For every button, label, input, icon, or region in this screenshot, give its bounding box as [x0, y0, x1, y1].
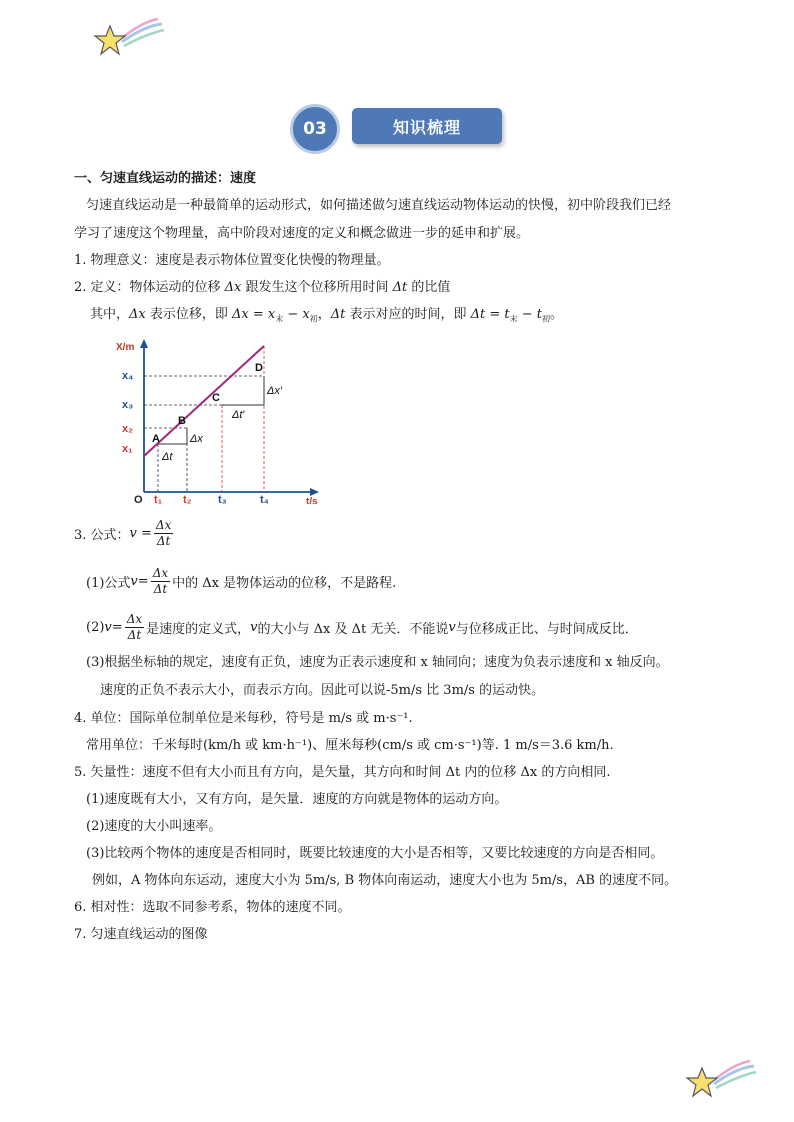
formula-note-1: (1)公式 v = $\frac{\Delta x}{\Delta t}$ 中的 Δx 是物体运动的位移，不是路程.: [86, 565, 397, 596]
item-relativity: 6. 相对性：选取不同参考系，物体的速度不同。: [74, 900, 351, 915]
item-definition: 2. 定义：物体运动的位移 Δx 跟发生这个位移所用时间 Δt 的比值: [74, 280, 451, 295]
badge-title: 知识梳理: [352, 108, 502, 144]
velocity-fraction: $\frac{\Delta x}{\Delta t}$: [155, 517, 172, 548]
formula-note-3-line2: 速度的正负不表示大小，而表示方向。因此可以说-5m/s 比 3m/s 的运动快。: [100, 683, 545, 698]
vector-note-1: (1)速度既有大小，又有方向，是矢量．速度的方向就是物体的运动方向。: [86, 792, 508, 807]
delta-x-prime-label: Δx′: [267, 385, 282, 397]
star-decoration-icon: [92, 16, 172, 60]
motion-line: [144, 346, 264, 456]
vector-note-3: (3)比较两个物体的速度是否相同时，既要比较速度的大小是否相等，又要比较速度的方向是否相同。: [86, 846, 664, 861]
vector-example: 例如，A 物体向东运动，速度大小为 5m/s, B 物体向南运动，速度大小也为 5m/s，AB 的速度不同。: [92, 873, 678, 888]
point-b-label: B: [178, 415, 186, 427]
formula-note-3-line1: (3)根据坐标轴的规定，速度有正负，速度为正表示速度和 x 轴同向；速度为负表示速度和 x 轴反向。: [86, 655, 669, 670]
point-c-label: C: [212, 392, 220, 404]
y-tick-x4: x₄: [122, 370, 134, 382]
definition-note: 其中，Δx 表示位移，即 $\Delta x = x_末 - x_初$，Δt 表示对应的时间，即 $\Delta t = t_末 - t_初$。: [90, 307, 564, 324]
badge-number: 03: [290, 104, 340, 154]
y-tick-x3: x₃: [122, 399, 134, 411]
point-d-label: D: [255, 362, 263, 374]
origin-label: O: [134, 494, 143, 504]
intro-paragraph-line1: 匀速直线运动是一种最简单的运动形式，如何描述做匀速直线运动物体运动的快慢，初中阶段我们已经: [86, 198, 672, 213]
point-a-label: A: [152, 433, 160, 445]
item-unit-common: 常用单位：千米每时(km/h 或 km·h⁻¹)、厘米每秒(cm/s 或 cm·s⁻¹)等. 1 m/s＝3.6 km/h.: [86, 738, 614, 753]
x-tick-t2: t₂: [183, 494, 192, 504]
section-heading: 一、匀速直线运动的描述：速度: [74, 171, 257, 186]
formula-note-2: (2) v = $\frac{\Delta x}{\Delta t}$ 是速度的定义式， v 的大小与 Δx 及 Δt 无关．不能说 v 与位移成正比、与时间成反比．: [86, 611, 638, 642]
x-axis-label: t/s: [306, 496, 318, 504]
star-decoration-icon: [684, 1058, 764, 1102]
y-tick-x2: x₂: [122, 423, 134, 435]
intro-paragraph-line2: 学习了速度这个物理量，高中阶段对速度的定义和概念做进一步的延申和扩展。: [74, 226, 530, 241]
x-tick-t4: t₄: [260, 494, 269, 504]
x-axis-arrow-icon: [310, 488, 319, 496]
x-tick-t1: t₁: [154, 494, 163, 504]
delta-x-label: Δx: [190, 433, 203, 445]
item-formula: 3. 公式： v = $\frac{\Delta x}{\Delta t}$: [74, 517, 172, 548]
section-badge: [290, 104, 506, 154]
vector-note-2: (2)速度的大小叫速率。: [86, 819, 222, 834]
x-tick-t3: t₃: [218, 494, 227, 504]
y-axis-label: X/m: [116, 342, 135, 353]
delta-t-label: Δt: [162, 451, 173, 463]
item-vector: 5. 矢量性：速度不但有大小而且有方向，是矢量，其方向和时间 Δt 内的位移 Δx 的方向相同.: [74, 765, 611, 780]
y-axis-arrow-icon: [140, 339, 148, 348]
y-tick-x1: x₁: [122, 443, 133, 455]
item-graph: 7. 匀速直线运动的图像: [74, 927, 208, 942]
item-meaning: 1. 物理意义：速度是表示物体位置变化快慢的物理量。: [74, 253, 390, 268]
delta-t-prime-label: Δt′: [232, 409, 245, 421]
item-unit: 4. 单位：国际单位制单位是米每秒，符号是 m/s 或 m·s⁻¹.: [74, 711, 413, 726]
position-time-graph: [112, 336, 332, 504]
